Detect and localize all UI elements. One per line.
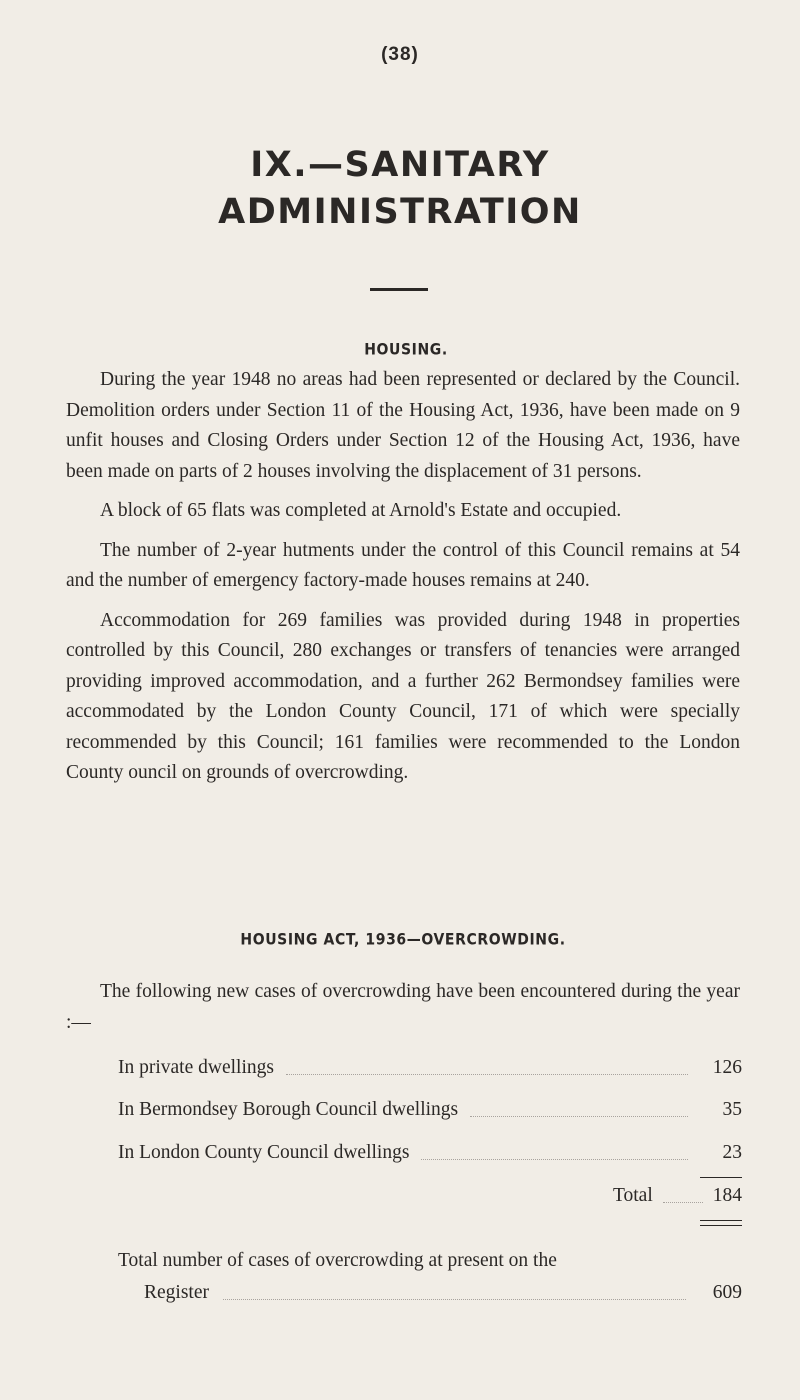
housing-paragraph-2: A block of 65 flats was completed at Arnold's Estate and occupied. <box>100 500 622 521</box>
register-line-1: Total number of cases of overcrowding at present on the <box>118 1250 557 1271</box>
overcrowding-intro-block <box>66 977 740 1047</box>
dot-leader <box>421 1146 688 1161</box>
register-line-2 <box>118 1277 742 1309</box>
case-row-borough <box>118 1095 742 1125</box>
register-label: Register <box>144 1282 209 1303</box>
overcrowding-heading: HOUSING ACT, 1936—OVERCROWDING. <box>240 930 566 950</box>
housing-heading: HOUSING. <box>364 340 448 360</box>
case-value: 35 <box>722 1099 742 1120</box>
case-row-lcc <box>118 1138 742 1168</box>
housing-paragraph-3: The number of 2-year hutments under the control of this Council remains at 54 and the number of emergency factory-made houses remains at 240. <box>66 539 740 591</box>
dot-leader <box>470 1103 688 1118</box>
chapter-title-line-1: IX.—SANITARY <box>250 145 550 185</box>
page-number: (38) <box>381 44 419 65</box>
case-value: 23 <box>722 1142 742 1163</box>
total-double-rule <box>700 1220 742 1226</box>
housing-paragraph-1: During the year 1948 no areas had been represented or declared by the Council. Demolition orders under Section 11 of the Housing Act, 1936, have been made on 9 unfit houses and Closing Orders under Section 12 of the Housing Act, 1936, have been made on parts of 2 houses involving the displacement of 31 persons. <box>66 369 740 482</box>
case-label: In private dwellings <box>118 1057 274 1078</box>
housing-paragraph-4: Accommodation for 269 families was provided during 1948 in properties controlled by this Council, 280 exchanges or transfers of tenancies were arranged providing improved accommodation, and a further 262 Bermondsey families were accommodated by the London County Council, 171 of which were specially recommended by this Council; 161 families were recommended to the London County ouncil on grounds of overcrowding. <box>66 609 740 783</box>
total-label: Total <box>612 1185 653 1206</box>
register-value: 609 <box>712 1282 742 1303</box>
case-label: In Bermondsey Borough Council dwellings <box>118 1099 459 1120</box>
sum-rule <box>700 1177 742 1178</box>
dot-leader <box>223 1286 686 1301</box>
chapter-title-line-2: ADMINISTRATION <box>218 192 582 232</box>
dot-leader <box>286 1061 688 1076</box>
chapter-title <box>0 142 800 236</box>
total-row <box>460 1181 742 1211</box>
case-label: In London County Council dwellings <box>118 1142 410 1163</box>
case-value: 126 <box>712 1057 742 1078</box>
title-rule <box>370 288 428 291</box>
total-value: 184 <box>712 1185 742 1206</box>
dot-leader <box>663 1189 703 1204</box>
case-row-private <box>118 1053 742 1083</box>
register-total <box>118 1245 742 1309</box>
overcrowding-intro: The following new cases of overcrowding have been encountered during the year :— <box>66 981 740 1033</box>
housing-body <box>66 365 740 798</box>
